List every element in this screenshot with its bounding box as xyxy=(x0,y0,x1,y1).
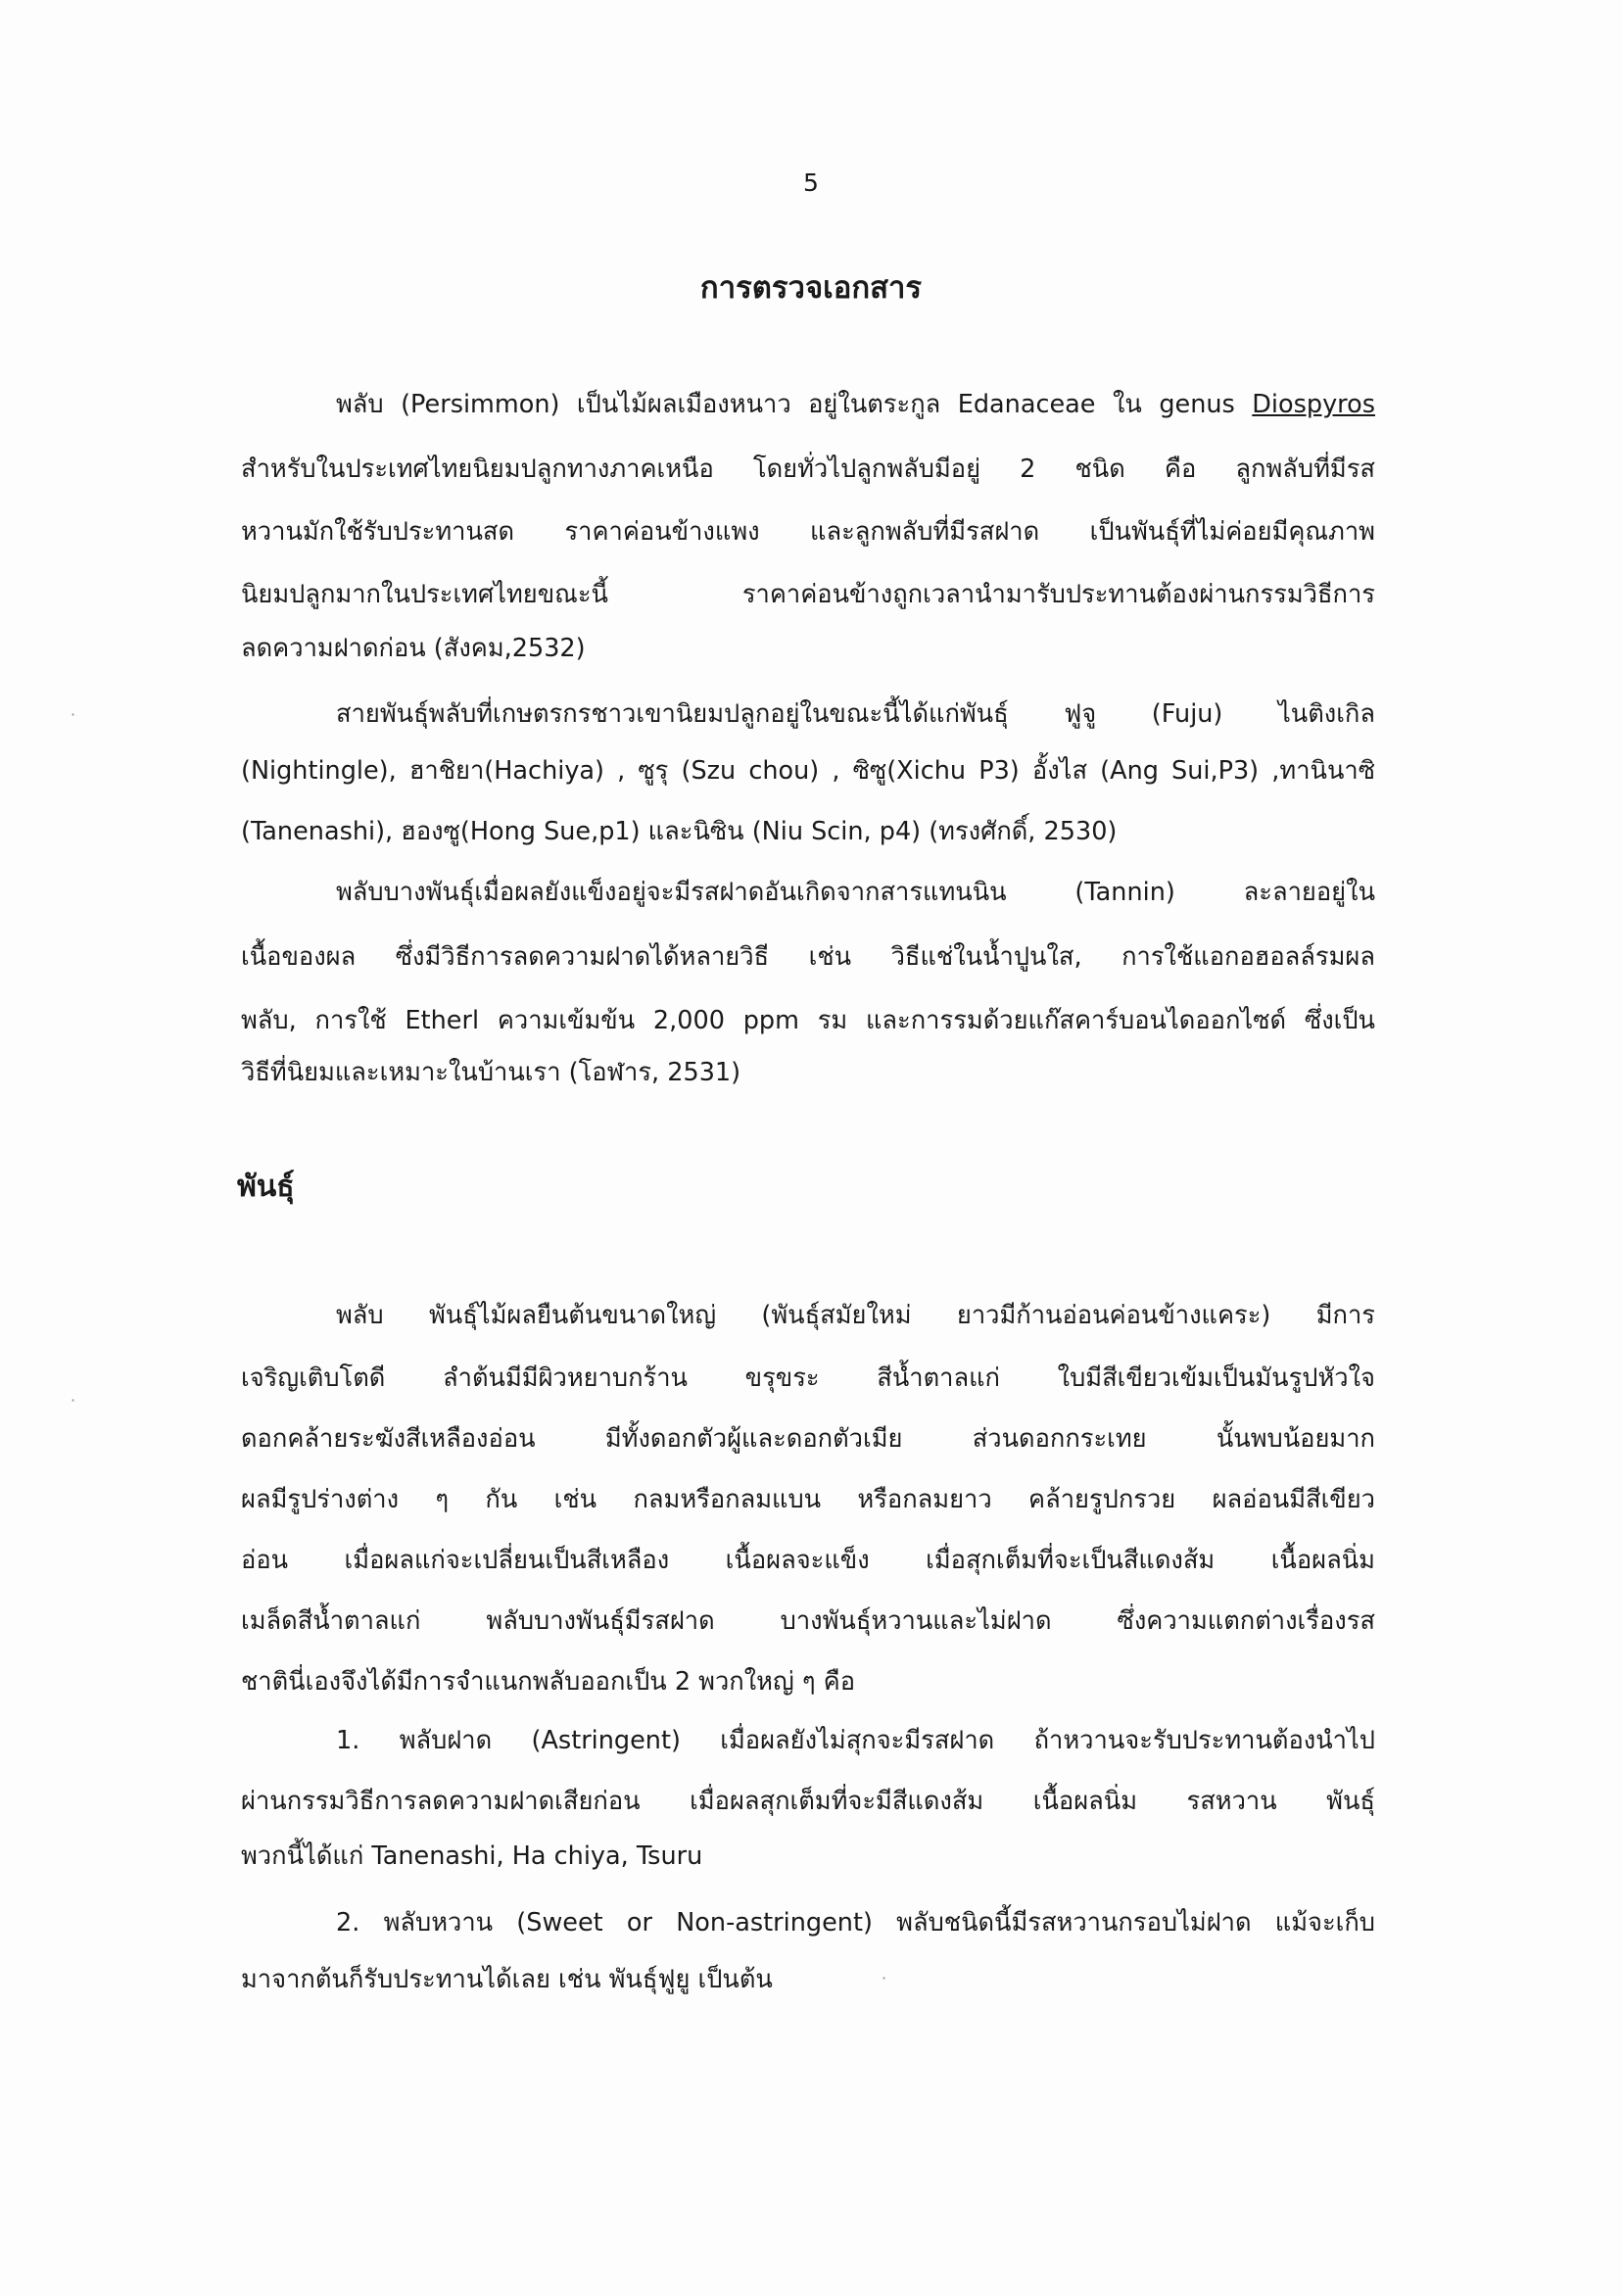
description-line-7: ชาตินี่เองจึงได้มีการจำแนกพลับออกเป็น 2 พวกใหญ่ ๆ คือ xyxy=(241,1667,856,1697)
astringency-line-4: วิธีที่นิยมและเหมาะในบ้านเรา (โอฬาร, 2531) xyxy=(241,1058,741,1087)
varieties-line-3: (Tanenashi), ฮองซู(Hong Sue,p1) และนิซิน (Niu Scin, p4) (ทรงศักดิ์, 2530) xyxy=(241,817,1118,846)
item-1-line-1: 1. พลับฝาด (Astringent) เมื่อผลยังไม่สุกจะมีรสฝาด ถ้าหวานจะรับประทานต้องนำไป xyxy=(336,1726,1375,1755)
intro-line-5: ลดความฝาดก่อน (สังคม,2532) xyxy=(241,634,586,663)
intro-line-2: สำหรับในประเทศไทยนิยมปลูกทางภาคเหนือ โดยทั่วไปลูกพลับมีอยู่ 2 ชนิด คือ ลูกพลับที่มีรส xyxy=(241,454,1375,484)
astringency-line-2: เนื้อของผล ซึ่งมีวิธีการลดความฝาดได้หลายวิธี เช่น วิธีแช่ในน้ำปูนใส, การใช้แอกอฮอลล์รมผล xyxy=(241,942,1375,972)
description-line-6: เมล็ดสีน้ำตาลแก่ พลับบางพันธุ์มีรสฝาด บางพันธุ์หวานและไม่ฝาด ซึ่งความแตกต่างเรื่องรส xyxy=(241,1606,1375,1636)
item-2-line-2: มาจากต้นก็รับประทานได้เลย เช่น พันธุ์ฟูยู เป็นต้น xyxy=(241,1965,773,1994)
description-line-2: เจริญเติบโตดี ลำต้นมีมีผิวหยาบกร้าน ขรุขระ สีน้ำตาลแก่ ใบมีสีเขียวเข้มเป็นมันรูปหัวใจ xyxy=(241,1363,1375,1393)
description-line-1: พลับ พันธุ์ไม้ผลยืนต้นขนาดใหญ่ (พันธุ์สมัยใหม่ ยาวมีก้านอ่อนค่อนข้างแคระ) มีการ xyxy=(336,1301,1375,1330)
intro-line-3: หวานมักใช้รับประทานสด ราคาค่อนข้างแพง และลูกพลับที่มีรสฝาด เป็นพันธุ์ที่ไม่ค่อยมีคุณภาพ xyxy=(241,517,1375,547)
varieties-line-2: (Nightingle), ฮาชิยา(Hachiya) , ซูรุ (Szu chou) , ซิซู(Xichu P3) อั้งไส (Ang Sui,P3) ,ทานินาซิ xyxy=(241,756,1375,786)
intro-line-1: พลับ (Persimmon) เป็นไม้ผลเมืองหนาว อยู่ในตระกูล Edanaceae ใน genus Diospyros xyxy=(336,390,1375,419)
description-line-4: ผลมีรูปร่างต่าง ๆ กัน เช่น กลมหรือกลมแบน หรือกลมยาว คล้ายรูปกรวย ผลอ่อนมีสีเขียว xyxy=(241,1485,1375,1514)
item-2-line-1: 2. พลับหวาน (Sweet or Non-astringent) พลับชนิดนี้มีรสหวานกรอบไม่ฝาด แม้จะเก็บ xyxy=(336,1908,1375,1937)
description-line-3: ดอกคล้ายระฆังสีเหลืองอ่อน มีทั้งดอกตัวผู้และดอกตัวเมีย ส่วนดอกกระเทย นั้นพบน้อยมาก xyxy=(241,1424,1375,1454)
varieties-line-1: สายพันธุ์พลับที่เกษตรกรชาวเขานิยมปลูกอยู่ในขณะนี้ได้แก่พันธุ์ ฟูจู (Fuju) ไนติงเกิล xyxy=(336,699,1375,729)
scan-speck: · xyxy=(71,1391,76,1410)
item-1-line-2: ผ่านกรรมวิธีการลดความฝาดเสียก่อน เมื่อผลสุกเต็มที่จะมีสีแดงส้ม เนื้อผลนิ่ม รสหวาน พันธุ์ xyxy=(241,1787,1375,1816)
page-title: การตรวจเอกสาร xyxy=(699,270,923,306)
intro-line-4: นิยมปลูกมากในประเทศไทยขณะนี้ ราคาค่อนข้างถูกเวลานำมารับประทานต้องผ่านกรรมวิธีการ xyxy=(241,580,1375,609)
item-1-line-3: พวกนี้ได้แก่ Tanenashi, Ha chiya, Tsuru xyxy=(241,1842,703,1871)
astringency-line-1: พลับบางพันธุ์เมื่อผลยังแข็งอยู่จะมีรสฝาดอันเกิดจากสารแทนนิน (Tannin) ละลายอยู่ใน xyxy=(336,878,1375,907)
scan-speck: · xyxy=(71,705,76,724)
section-heading: พันธุ์ xyxy=(237,1170,295,1204)
description-line-5: อ่อน เมื่อผลแก่จะเปลี่ยนเป็นสีเหลือง เนื้อผลจะแข็ง เมื่อสุกเต็มที่จะเป็นสีแดงส้ม เนื้อผลนิ่ม xyxy=(241,1546,1375,1575)
scan-speck: · xyxy=(882,1969,887,1987)
genus-name: Diospyros xyxy=(1252,390,1375,419)
page-number: 5 xyxy=(803,168,819,197)
astringency-line-3: พลับ, การใช้ Etherl ความเข้มข้น 2,000 ppm รม และการรมด้วยแก๊สคาร์บอนไดออกไซด์ ซึ่งเป็น xyxy=(241,1006,1375,1035)
